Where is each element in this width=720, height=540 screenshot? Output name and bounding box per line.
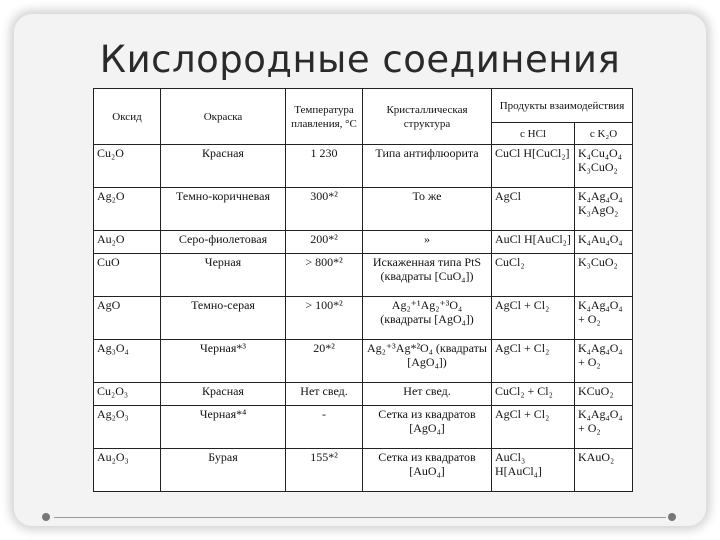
cell-structure: Ag₂⁺¹Ag₂⁺³O₄ (квадраты [AgO₄]) [363, 297, 492, 340]
cell-oxide: Ag₂O [94, 187, 161, 230]
slide-title: Кислородные соединения [99, 38, 621, 81]
cell-oxide: Cu₂O [94, 145, 161, 188]
header-products: Продукты взаимодействия [492, 89, 633, 123]
cell-melting: 300*² [286, 187, 363, 230]
cell-oxide: Ag₂O₃ [94, 406, 161, 449]
cell-oxide: Au₂O [94, 230, 161, 254]
cell-melting: 1 230 [286, 145, 363, 188]
cell-hcl: AgCl + Cl₂ [492, 406, 575, 449]
cell-hcl: AuCl₃ H[AuCl₄] [492, 449, 575, 492]
cell-color: Красная [161, 382, 286, 406]
cell-k2o: K₄Ag₄O₄ + O₂ [575, 339, 633, 382]
table-row [94, 406, 633, 449]
cell-structure: Сетка из квадратов [AgO₄] [363, 406, 492, 449]
table-row [94, 230, 633, 254]
oxides-table [93, 88, 633, 492]
cell-hcl: AgCl + Cl₂ [492, 297, 575, 340]
cell-oxide: Cu₂O₃ [94, 382, 161, 406]
cell-color: Красная [161, 145, 286, 188]
cell-color: Темно-серая [161, 297, 286, 340]
cell-k2o: K₄Ag₄O₄ K₃AgO₂ [575, 187, 633, 230]
cell-oxide: Au₂O₃ [94, 449, 161, 492]
table-row [94, 339, 633, 382]
cell-melting: 155*² [286, 449, 363, 492]
cell-structure: » [363, 230, 492, 254]
cell-structure: Ag₂⁺³Ag*²O₄ (квадраты [AgO₄]) [363, 339, 492, 382]
header-k2o: с K₂O [575, 123, 633, 145]
cell-color: Темно-коричневая [161, 187, 286, 230]
cell-k2o: K₃CuO₂ [575, 254, 633, 297]
cell-melting: > 800*² [286, 254, 363, 297]
table-row [94, 297, 633, 340]
cell-hcl: CuCl₂ + Cl₂ [492, 382, 575, 406]
cell-color: Серо-фиолетовая [161, 230, 286, 254]
oxides-table-container [93, 88, 633, 492]
cell-hcl: AgCl + Cl₂ [492, 339, 575, 382]
right-bullet-decoration [668, 513, 676, 521]
header-color: Окраска [161, 89, 286, 145]
cell-structure: То же [363, 187, 492, 230]
table-row [94, 145, 633, 188]
header-hcl: с HCl [492, 123, 575, 145]
footer-rule [54, 517, 666, 518]
cell-melting: Нет свед. [286, 382, 363, 406]
cell-hcl: CuCl₂ [492, 254, 575, 297]
table-row [94, 254, 633, 297]
cell-k2o: K₄Ag₄O₄ + O₂ [575, 406, 633, 449]
table-row [94, 187, 633, 230]
header-oxide: Оксид [94, 89, 161, 145]
cell-structure: Типа антифлюорита [363, 145, 492, 188]
cell-color: Черная*⁴ [161, 406, 286, 449]
cell-oxide: CuO [94, 254, 161, 297]
cell-melting: - [286, 406, 363, 449]
cell-structure: Нет свед. [363, 382, 492, 406]
cell-melting: 200*² [286, 230, 363, 254]
header-melting: Температура плавления, °С [286, 89, 363, 145]
cell-melting: 20*² [286, 339, 363, 382]
table-row [94, 382, 633, 406]
cell-k2o: KAuO₂ [575, 449, 633, 492]
cell-k2o: K₄Au₄O₄ [575, 230, 633, 254]
header-structure: Кристаллическая структура [363, 89, 492, 145]
cell-k2o: K₄Cu₄O₄ K₃CuO₂ [575, 145, 633, 188]
cell-melting: > 100*² [286, 297, 363, 340]
cell-color: Черная [161, 254, 286, 297]
cell-hcl: AgCl [492, 187, 575, 230]
cell-oxide: Ag₃O₄ [94, 339, 161, 382]
cell-color: Черная*³ [161, 339, 286, 382]
cell-color: Бурая [161, 449, 286, 492]
left-bullet-decoration [42, 513, 50, 521]
cell-hcl: CuCl H[CuCl₂] [492, 145, 575, 188]
cell-hcl: AuCl H[AuCl₂] [492, 230, 575, 254]
cell-structure: Искаженная типа PtS (квадраты [CuO₄]) [363, 254, 492, 297]
cell-k2o: K₄Ag₄O₄ + O₂ [575, 297, 633, 340]
cell-k2o: KCuO₂ [575, 382, 633, 406]
cell-oxide: AgO [94, 297, 161, 340]
table-row [94, 449, 633, 492]
cell-structure: Сетка из квадратов [AuO₄] [363, 449, 492, 492]
